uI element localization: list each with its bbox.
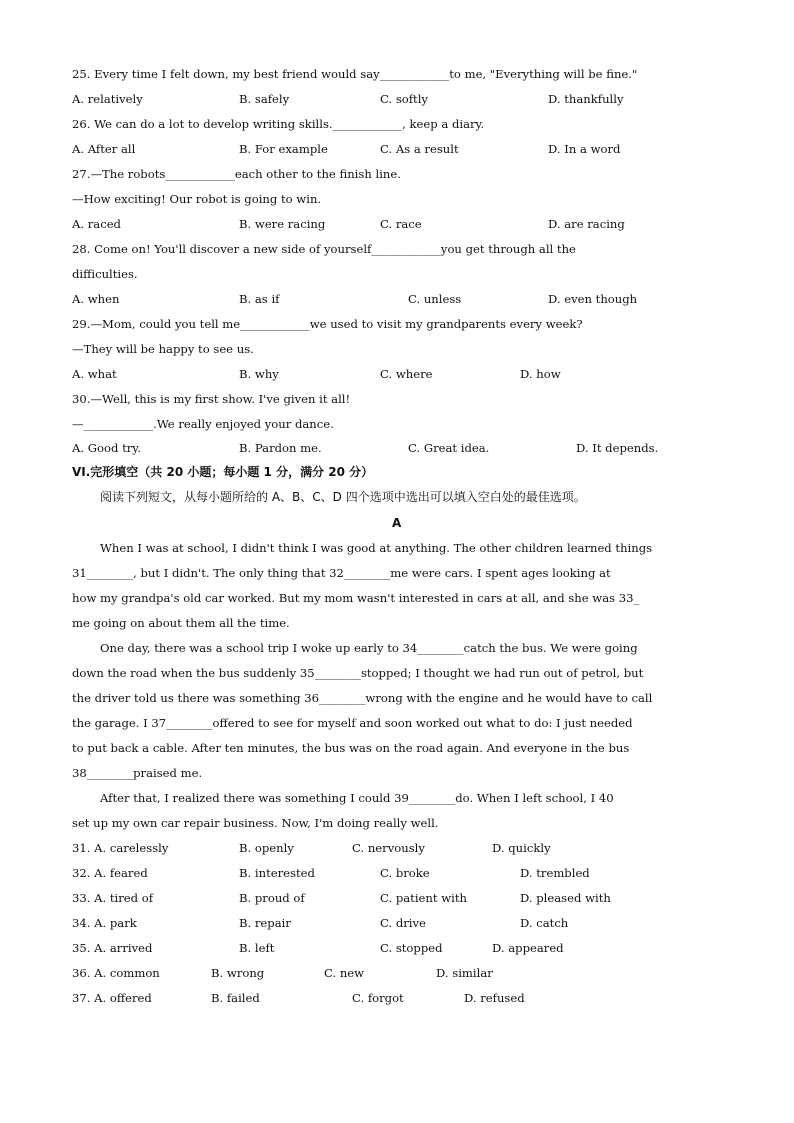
passage-line: down the road when the bus suddenly 35________stopped; I thought we had run out of petrol, but	[72, 666, 644, 680]
cloze-35-c: C. stopped	[380, 941, 443, 955]
question-28-stem: 28. Come on! You'll discover a new side of yourself____________you get through all the	[72, 242, 576, 256]
q27-option-a: A. raced	[72, 217, 121, 231]
cloze-33-d: D. pleased with	[520, 891, 611, 905]
q29-option-a: A. what	[72, 367, 117, 381]
q30-option-b: B. Pardon me.	[239, 441, 322, 455]
q25-option-d: D. thankfully	[548, 92, 624, 106]
passage-line: When I was at school, I didn't think I was good at anything. The other children learned things	[100, 541, 653, 555]
cloze-36-a: 36. A. common	[72, 966, 160, 980]
cloze-33-b: B. proud of	[239, 891, 305, 905]
cloze-32-b: B. interested	[239, 866, 315, 880]
cloze-31-d: D. quickly	[492, 841, 551, 855]
q28-option-d: D. even though	[548, 292, 638, 306]
passage-label: A	[392, 516, 402, 530]
passage-line: to put back a cable. After ten minutes, the bus was on the road again. And everyone in the bus	[72, 741, 630, 755]
q27-option-c: C. race	[380, 217, 422, 231]
q25-option-c: C. softly	[380, 92, 428, 106]
q25-option-a: A. relatively	[72, 92, 143, 106]
q30-option-c: C. Great idea.	[408, 441, 490, 455]
question-27-stem: 27.—The robots____________each other to the finish line.	[72, 167, 401, 181]
cloze-37-d: D. refused	[464, 991, 525, 1005]
q26-option-d: D. In a word	[548, 142, 621, 156]
cloze-31-b: B. openly	[239, 841, 294, 855]
q26-option-a: A. After all	[72, 142, 136, 156]
cloze-35-b: B. left	[239, 941, 275, 955]
passage-line: set up my own car repair business. Now, I'm doing really well.	[72, 816, 439, 830]
question-28-stem-cont: difficulties.	[72, 267, 138, 281]
q27-option-b: B. were racing	[239, 217, 326, 231]
cloze-36-b: B. wrong	[211, 966, 265, 980]
q29-option-d: D. how	[520, 367, 561, 381]
question-27-reply: —How exciting! Our robot is going to win.	[72, 192, 322, 206]
cloze-36-d: D. similar	[436, 966, 493, 980]
cloze-33-a: 33. A. tired of	[72, 891, 154, 905]
cloze-32-a: 32. A. feared	[72, 866, 148, 880]
question-25-stem: 25. Every time I felt down, my best friend would say____________to me, "Everything will be fine."	[72, 67, 638, 81]
q30-option-a: A. Good try.	[72, 441, 141, 455]
cloze-34-c: C. drive	[380, 916, 426, 930]
cloze-34-d: D. catch	[520, 916, 569, 930]
q26-option-b: B. For example	[239, 142, 328, 156]
cloze-33-c: C. patient with	[380, 891, 467, 905]
question-29-stem: 29.—Mom, could you tell me____________we used to visit my grandparents every week?	[72, 317, 583, 331]
cloze-32-c: C. broke	[380, 866, 430, 880]
cloze-37-a: 37. A. offered	[72, 991, 152, 1005]
passage-line: One day, there was a school trip I woke up early to 34________catch the bus. We were going	[100, 641, 638, 655]
cloze-35-a: 35. A. arrived	[72, 941, 153, 955]
q25-option-b: B. safely	[239, 92, 290, 106]
cloze-32-d: D. trembled	[520, 866, 590, 880]
question-26-stem: 26. We can do a lot to develop writing skills.____________, keep a diary.	[72, 117, 485, 131]
q27-option-d: D. are racing	[548, 217, 625, 231]
cloze-31-c: C. nervously	[352, 841, 425, 855]
passage-line: After that, I realized there was something I could 39________do. When I left school, I 40	[100, 791, 614, 805]
cloze-31-a: 31. A. carelessly	[72, 841, 169, 855]
q28-option-b: B. as if	[239, 292, 280, 306]
cloze-37-b: B. failed	[211, 991, 260, 1005]
cloze-35-d: D. appeared	[492, 941, 564, 955]
q26-option-c: C. As a result	[380, 142, 459, 156]
cloze-34-b: B. repair	[239, 916, 291, 930]
passage-line: me going on about them all the time.	[72, 616, 290, 630]
cloze-36-c: C. new	[324, 966, 365, 980]
q28-option-a: A. when	[72, 292, 120, 306]
passage-line: how my grandpa's old car worked. But my mom wasn't interested in cars at all, and she was 33_	[72, 591, 640, 605]
q28-option-c: C. unless	[408, 292, 462, 306]
section-heading: VI.完形填空（共 20 小题；每小题 1 分，满分 20 分）	[72, 465, 374, 479]
q30-option-d: D. It depends.	[576, 441, 659, 455]
passage-line: 38________praised me.	[72, 766, 203, 780]
cloze-37-c: C. forgot	[352, 991, 404, 1005]
question-30-stem: 30.—Well, this is my first show. I've given it all!	[72, 392, 351, 406]
cloze-34-a: 34. A. park	[72, 916, 137, 930]
passage-line: the driver told us there was something 36________wrong with the engine and he would have to call	[72, 691, 653, 705]
section-instruction: 阅读下列短文，从每小题所给的 A、B、C、D 四个选项中选出可以填入空白处的最佳选项。	[100, 490, 586, 504]
passage-line: 31________, but I didn't. The only thing that 32________me were cars. I spent ages looking at	[72, 566, 611, 580]
q29-option-c: C. where	[380, 367, 433, 381]
question-29-reply: —They will be happy to see us.	[72, 342, 254, 356]
question-30-reply: —____________.We really enjoyed your dance.	[72, 417, 334, 431]
q29-option-b: B. why	[239, 367, 279, 381]
passage-line: the garage. I 37________offered to see for myself and soon worked out what to do: I just needed	[72, 716, 633, 730]
